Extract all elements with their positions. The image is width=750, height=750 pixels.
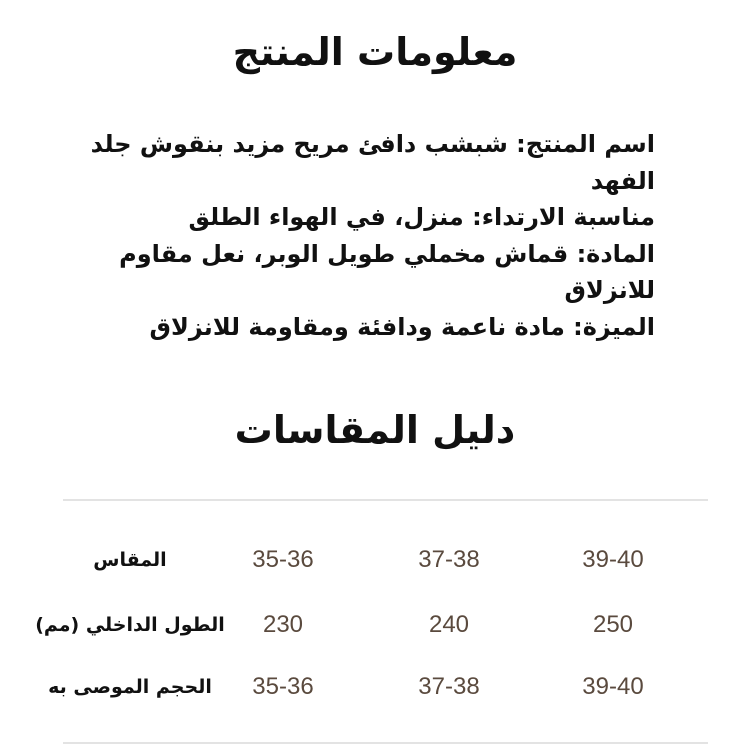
table-bottom-divider — [63, 742, 708, 744]
size-guide-title: دليل المقاسات — [234, 408, 516, 452]
cell: 35-36 — [252, 546, 314, 573]
row-label: المقاس — [93, 549, 167, 571]
table-top-divider — [63, 499, 708, 501]
info-line-occasion: مناسبة الارتداء: منزل، في الهواء الطلق — [188, 203, 655, 231]
cell: 240 — [428, 611, 470, 638]
info-line-feature: الميزة: مادة ناعمة ودافئة ومقاومة للانزلاق — [149, 312, 655, 341]
cell: 250 — [592, 611, 634, 638]
cell: 39-40 — [582, 673, 644, 700]
info-line-name: اسم المنتج: شبشب دافئ مريح مزيد بنقوش جلد الفهد — [90, 130, 655, 195]
cell: 35-36 — [252, 673, 314, 700]
cell: 37-38 — [418, 673, 480, 700]
table-row-inner-length — [0, 605, 750, 645]
product-info-title: معلومات المنتج — [232, 30, 518, 74]
cell: 39-40 — [582, 546, 644, 573]
product-info-list — [55, 126, 655, 345]
row-label: الحجم الموصى به — [48, 676, 212, 698]
row-label: الطول الداخلي (مم) — [35, 614, 225, 636]
info-line-material: المادة: قماش مخملي طويل الوبر، نعل مقاوم للانزلاق — [119, 239, 655, 304]
table-row-size — [0, 540, 750, 580]
cell: 230 — [262, 611, 304, 638]
cell: 37-38 — [418, 546, 480, 573]
table-row-recommended — [0, 667, 750, 707]
